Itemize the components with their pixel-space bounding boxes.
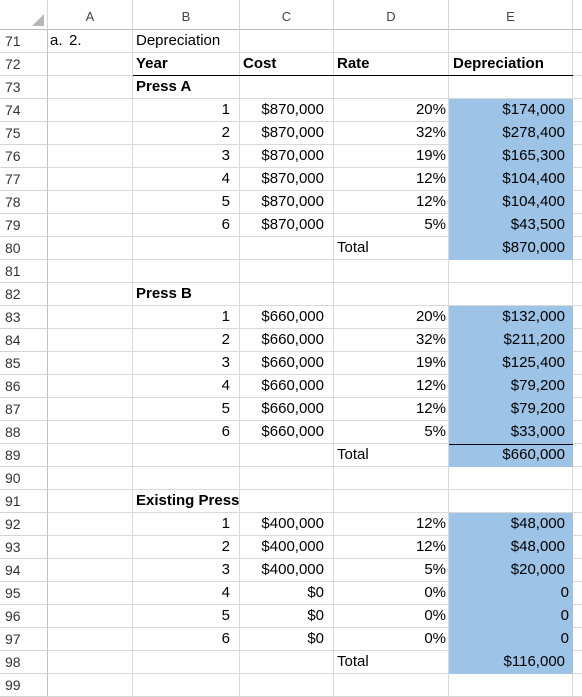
row-header-92[interactable]: 92	[0, 513, 48, 536]
row-header-97[interactable]: 97	[0, 628, 48, 651]
cell-d79[interactable]: 5%	[424, 216, 446, 233]
gridline	[48, 282, 582, 283]
cell-e93[interactable]: $48,000	[510, 538, 565, 555]
cell-d85[interactable]: 19%	[415, 354, 446, 371]
cell-d86[interactable]: 12%	[415, 377, 446, 394]
cell-b85[interactable]: 3	[221, 354, 230, 371]
cell-d84[interactable]: 32%	[415, 331, 446, 348]
cell-c88[interactable]: $660,000	[261, 423, 324, 440]
cell-b97[interactable]: 6	[221, 630, 230, 647]
cell-c78[interactable]: $870,000	[261, 193, 324, 210]
cell-b72[interactable]: Year	[136, 55, 168, 72]
cell-b79[interactable]: 6	[221, 216, 230, 233]
cell-c85[interactable]: $660,000	[261, 354, 324, 371]
cell-e96[interactable]: 0	[560, 607, 569, 624]
row-header-77[interactable]: 77	[0, 168, 48, 191]
cell-d95[interactable]: 0%	[424, 584, 446, 601]
cell-d92[interactable]: 12%	[415, 515, 446, 532]
column-header-b[interactable]: B	[133, 0, 240, 30]
row-header-76[interactable]: 76	[0, 145, 48, 168]
cell-e83[interactable]: $132,000	[502, 308, 565, 325]
cell-d77[interactable]: 12%	[415, 170, 446, 187]
row-header-91[interactable]: 91	[0, 490, 48, 513]
cell-c74[interactable]: $870,000	[261, 101, 324, 118]
cell-d80[interactable]: Total	[337, 239, 369, 256]
cell-b95[interactable]: 4	[221, 584, 230, 601]
row-header-81[interactable]: 81	[0, 260, 48, 283]
cell-b77[interactable]: 4	[221, 170, 230, 187]
row-header-71[interactable]: 71	[0, 30, 48, 53]
cell-d97[interactable]: 0%	[424, 630, 446, 647]
cell-c92[interactable]: $400,000	[261, 515, 324, 532]
cell-e77[interactable]: $104,400	[502, 170, 565, 187]
cell-b92[interactable]: 1	[221, 515, 230, 532]
row-header-88[interactable]: 88	[0, 421, 48, 444]
cell-e75[interactable]: $278,400	[502, 124, 565, 141]
row-header-90[interactable]: 90	[0, 467, 48, 490]
cell-c97[interactable]: $0	[307, 630, 324, 647]
cell-e89[interactable]: $660,000	[502, 446, 565, 463]
cell-d98[interactable]: Total	[337, 653, 369, 670]
cell-b88[interactable]: 6	[221, 423, 230, 440]
cell-b93[interactable]: 2	[221, 538, 230, 555]
column-header-d[interactable]: D	[334, 0, 449, 30]
row-header-84[interactable]: 84	[0, 329, 48, 352]
cell-e94[interactable]: $20,000	[510, 561, 565, 578]
cell-c77[interactable]: $870,000	[261, 170, 324, 187]
cell-c83[interactable]: $660,000	[261, 308, 324, 325]
cell-e92[interactable]: $48,000	[510, 515, 565, 532]
row-header-73[interactable]: 73	[0, 76, 48, 99]
row-header-87[interactable]: 87	[0, 398, 48, 421]
cell-d72[interactable]: Rate	[337, 55, 370, 72]
cell-e80[interactable]: $870,000	[502, 239, 565, 256]
row-header-75[interactable]: 75	[0, 122, 48, 145]
cell-c75[interactable]: $870,000	[261, 124, 324, 141]
cell-d75[interactable]: 32%	[415, 124, 446, 141]
cell-b76[interactable]: 3	[221, 147, 230, 164]
cell-d96[interactable]: 0%	[424, 607, 446, 624]
cell-b84[interactable]: 2	[221, 331, 230, 348]
cell-c96[interactable]: $0	[307, 607, 324, 624]
row-header-99[interactable]: 99	[0, 674, 48, 697]
cell-b96[interactable]: 5	[221, 607, 230, 624]
cell-b86[interactable]: 4	[221, 377, 230, 394]
cell-c87[interactable]: $660,000	[261, 400, 324, 417]
cell-a71a[interactable]: a.	[50, 32, 63, 49]
cell-d78[interactable]: 12%	[415, 193, 446, 210]
column-header-a[interactable]: A	[48, 0, 133, 30]
cell-c72[interactable]: Cost	[243, 55, 277, 72]
cell-d93[interactable]: 12%	[415, 538, 446, 555]
row-header-85[interactable]: 85	[0, 352, 48, 375]
cell-b71[interactable]: Depreciation	[136, 32, 221, 49]
row-header-80[interactable]: 80	[0, 237, 48, 260]
cell-c84[interactable]: $660,000	[261, 331, 324, 348]
cell-b78[interactable]: 5	[221, 193, 230, 210]
column-header-e[interactable]: E	[449, 0, 573, 30]
row-header-94[interactable]: 94	[0, 559, 48, 582]
cell-a71b[interactable]: 2.	[69, 32, 82, 49]
row-header-72[interactable]: 72	[0, 53, 48, 76]
cell-e79[interactable]: $43,500	[510, 216, 565, 233]
cell-d88[interactable]: 5%	[424, 423, 446, 440]
cell-c94[interactable]: $400,000	[261, 561, 324, 578]
cell-b82[interactable]: Press B	[136, 285, 192, 302]
cell-b94[interactable]: 3	[221, 561, 230, 578]
select-all-corner[interactable]	[0, 0, 48, 30]
cell-e88[interactable]: $33,000	[510, 423, 565, 440]
cell-e98[interactable]: $116,000	[503, 653, 565, 670]
cell-d76[interactable]: 19%	[415, 147, 446, 164]
cell-d87[interactable]: 12%	[415, 400, 446, 417]
row-header-78[interactable]: 78	[0, 191, 48, 214]
cell-b83[interactable]: 1	[221, 308, 230, 325]
row-header-79[interactable]: 79	[0, 214, 48, 237]
cell-c76[interactable]: $870,000	[261, 147, 324, 164]
row-header-96[interactable]: 96	[0, 605, 48, 628]
cell-c93[interactable]: $400,000	[261, 538, 324, 555]
row-header-95[interactable]: 95	[0, 582, 48, 605]
row-header-83[interactable]: 83	[0, 306, 48, 329]
column-header-c[interactable]: C	[240, 0, 334, 30]
cell-d83[interactable]: 20%	[415, 308, 446, 325]
column-header-f[interactable]	[573, 0, 582, 30]
select-all-triangle-icon	[32, 14, 44, 26]
cell-e74[interactable]: $174,000	[502, 101, 565, 118]
cell-e84[interactable]: $211,200	[503, 331, 565, 348]
cell-b73[interactable]: Press A	[136, 78, 192, 95]
row-header-98[interactable]: 98	[0, 651, 48, 674]
row-header-82[interactable]: 82	[0, 283, 48, 306]
cell-e86[interactable]: $79,200	[510, 377, 565, 394]
cell-d94[interactable]: 5%	[424, 561, 446, 578]
cell-b75[interactable]: 2	[221, 124, 230, 141]
row-header-86[interactable]: 86	[0, 375, 48, 398]
cell-c95[interactable]: $0	[307, 584, 324, 601]
cell-e87[interactable]: $79,200	[510, 400, 565, 417]
cell-e72[interactable]: Depreciation	[453, 55, 544, 72]
cell-e78[interactable]: $104,400	[502, 193, 565, 210]
cell-b87[interactable]: 5	[221, 400, 230, 417]
cell-b91[interactable]: Existing Press	[136, 492, 240, 509]
row-header-93[interactable]: 93	[0, 536, 48, 559]
cell-e85[interactable]: $125,400	[502, 354, 565, 371]
cell-e76[interactable]: $165,300	[502, 147, 565, 164]
row-header-89[interactable]: 89	[0, 444, 48, 467]
cell-d74[interactable]: 20%	[415, 101, 446, 118]
row-header-74[interactable]: 74	[0, 99, 48, 122]
cell-d89[interactable]: Total	[337, 446, 369, 463]
cell-c86[interactable]: $660,000	[261, 377, 324, 394]
cell-e95[interactable]: 0	[560, 584, 569, 601]
gridline	[48, 489, 582, 490]
cell-e97[interactable]: 0	[560, 630, 569, 647]
cell-b74[interactable]: 1	[221, 101, 230, 118]
cell-c79[interactable]: $870,000	[261, 216, 324, 233]
